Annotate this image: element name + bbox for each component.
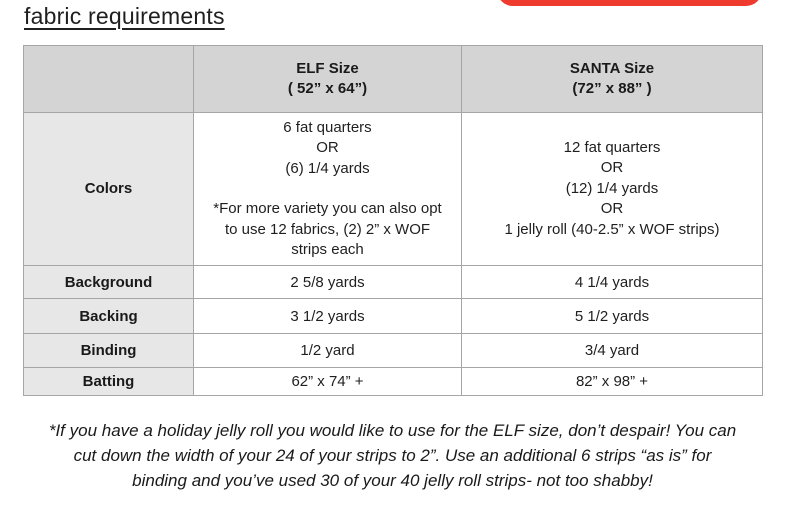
table-row-backing — [24, 299, 763, 334]
santa-colors-line: 1 jelly roll (40-2.5” x WOF strips) — [504, 220, 720, 238]
elf-colors-line: OR — [316, 139, 339, 156]
fabric-requirements-table — [23, 45, 763, 396]
table-row-binding — [24, 334, 763, 368]
footnote-line: cut down the width of your 24 of your strips to 2”. Use an additional 6 strips “as is” for — [73, 446, 712, 465]
elf-colors-note: to use 12 fabrics, (2) 2” x WOF — [224, 220, 431, 238]
row-label-backing: Backing — [24, 299, 194, 334]
row-label-colors: Colors — [24, 113, 194, 266]
santa-colors-line: 12 fat quarters — [563, 138, 661, 156]
decorative-red-tab — [497, 0, 762, 6]
santa-size-title: SANTA Size — [569, 60, 655, 77]
row-label-binding: Binding — [24, 334, 194, 368]
elf-colors-spacer — [194, 179, 461, 199]
table-header-row — [24, 46, 763, 113]
santa-colors-line: (12) 1/4 yards — [565, 179, 659, 197]
footnote — [23, 418, 762, 493]
santa-size-dimensions: (72” x 88” ) — [572, 80, 652, 97]
elf-colors-note: *For more variety you can also opt — [213, 200, 442, 217]
elf-size-dimensions: ( 52” x 64”) — [287, 80, 368, 97]
table-row-batting — [24, 368, 763, 396]
row-label-background: Background — [24, 266, 194, 299]
elf-colors-cell — [194, 113, 462, 266]
elf-binding-cell: 1/2 yard — [194, 334, 462, 368]
table-row-background — [24, 266, 763, 299]
santa-binding-cell: 3/4 yard — [462, 334, 763, 368]
santa-colors-cell — [462, 113, 763, 266]
elf-backing-cell: 3 1/2 yards — [194, 299, 462, 334]
elf-colors-line: (6) 1/4 yards — [285, 159, 370, 177]
header-santa-size — [462, 46, 763, 113]
elf-background-cell: 2 5/8 yards — [194, 266, 462, 299]
santa-colors-line: OR — [600, 159, 624, 177]
santa-backing-cell: 5 1/2 yards — [462, 299, 763, 334]
elf-colors-line: 6 fat quarters — [283, 118, 372, 136]
santa-colors-line: OR — [600, 200, 624, 218]
footnote-line: *If you have a holiday jelly roll you would like to use for the ELF size, don’t despair! You can — [48, 421, 737, 440]
elf-colors-note: strips each — [291, 241, 364, 258]
elf-size-title: ELF Size — [296, 60, 359, 77]
footnote-line: binding and you’ve used 30 of your 40 jelly roll strips- not too shabby! — [132, 471, 653, 490]
header-corner-cell — [24, 46, 194, 113]
header-elf-size — [194, 46, 462, 113]
santa-background-cell: 4 1/4 yards — [462, 266, 763, 299]
row-label-batting: Batting — [24, 368, 194, 396]
elf-batting-cell: 62” x 74” + — [194, 368, 462, 396]
santa-batting-cell: 82” x 98” + — [462, 368, 763, 396]
page-heading: fabric requirements — [24, 3, 225, 29]
table-row-colors — [24, 113, 763, 266]
